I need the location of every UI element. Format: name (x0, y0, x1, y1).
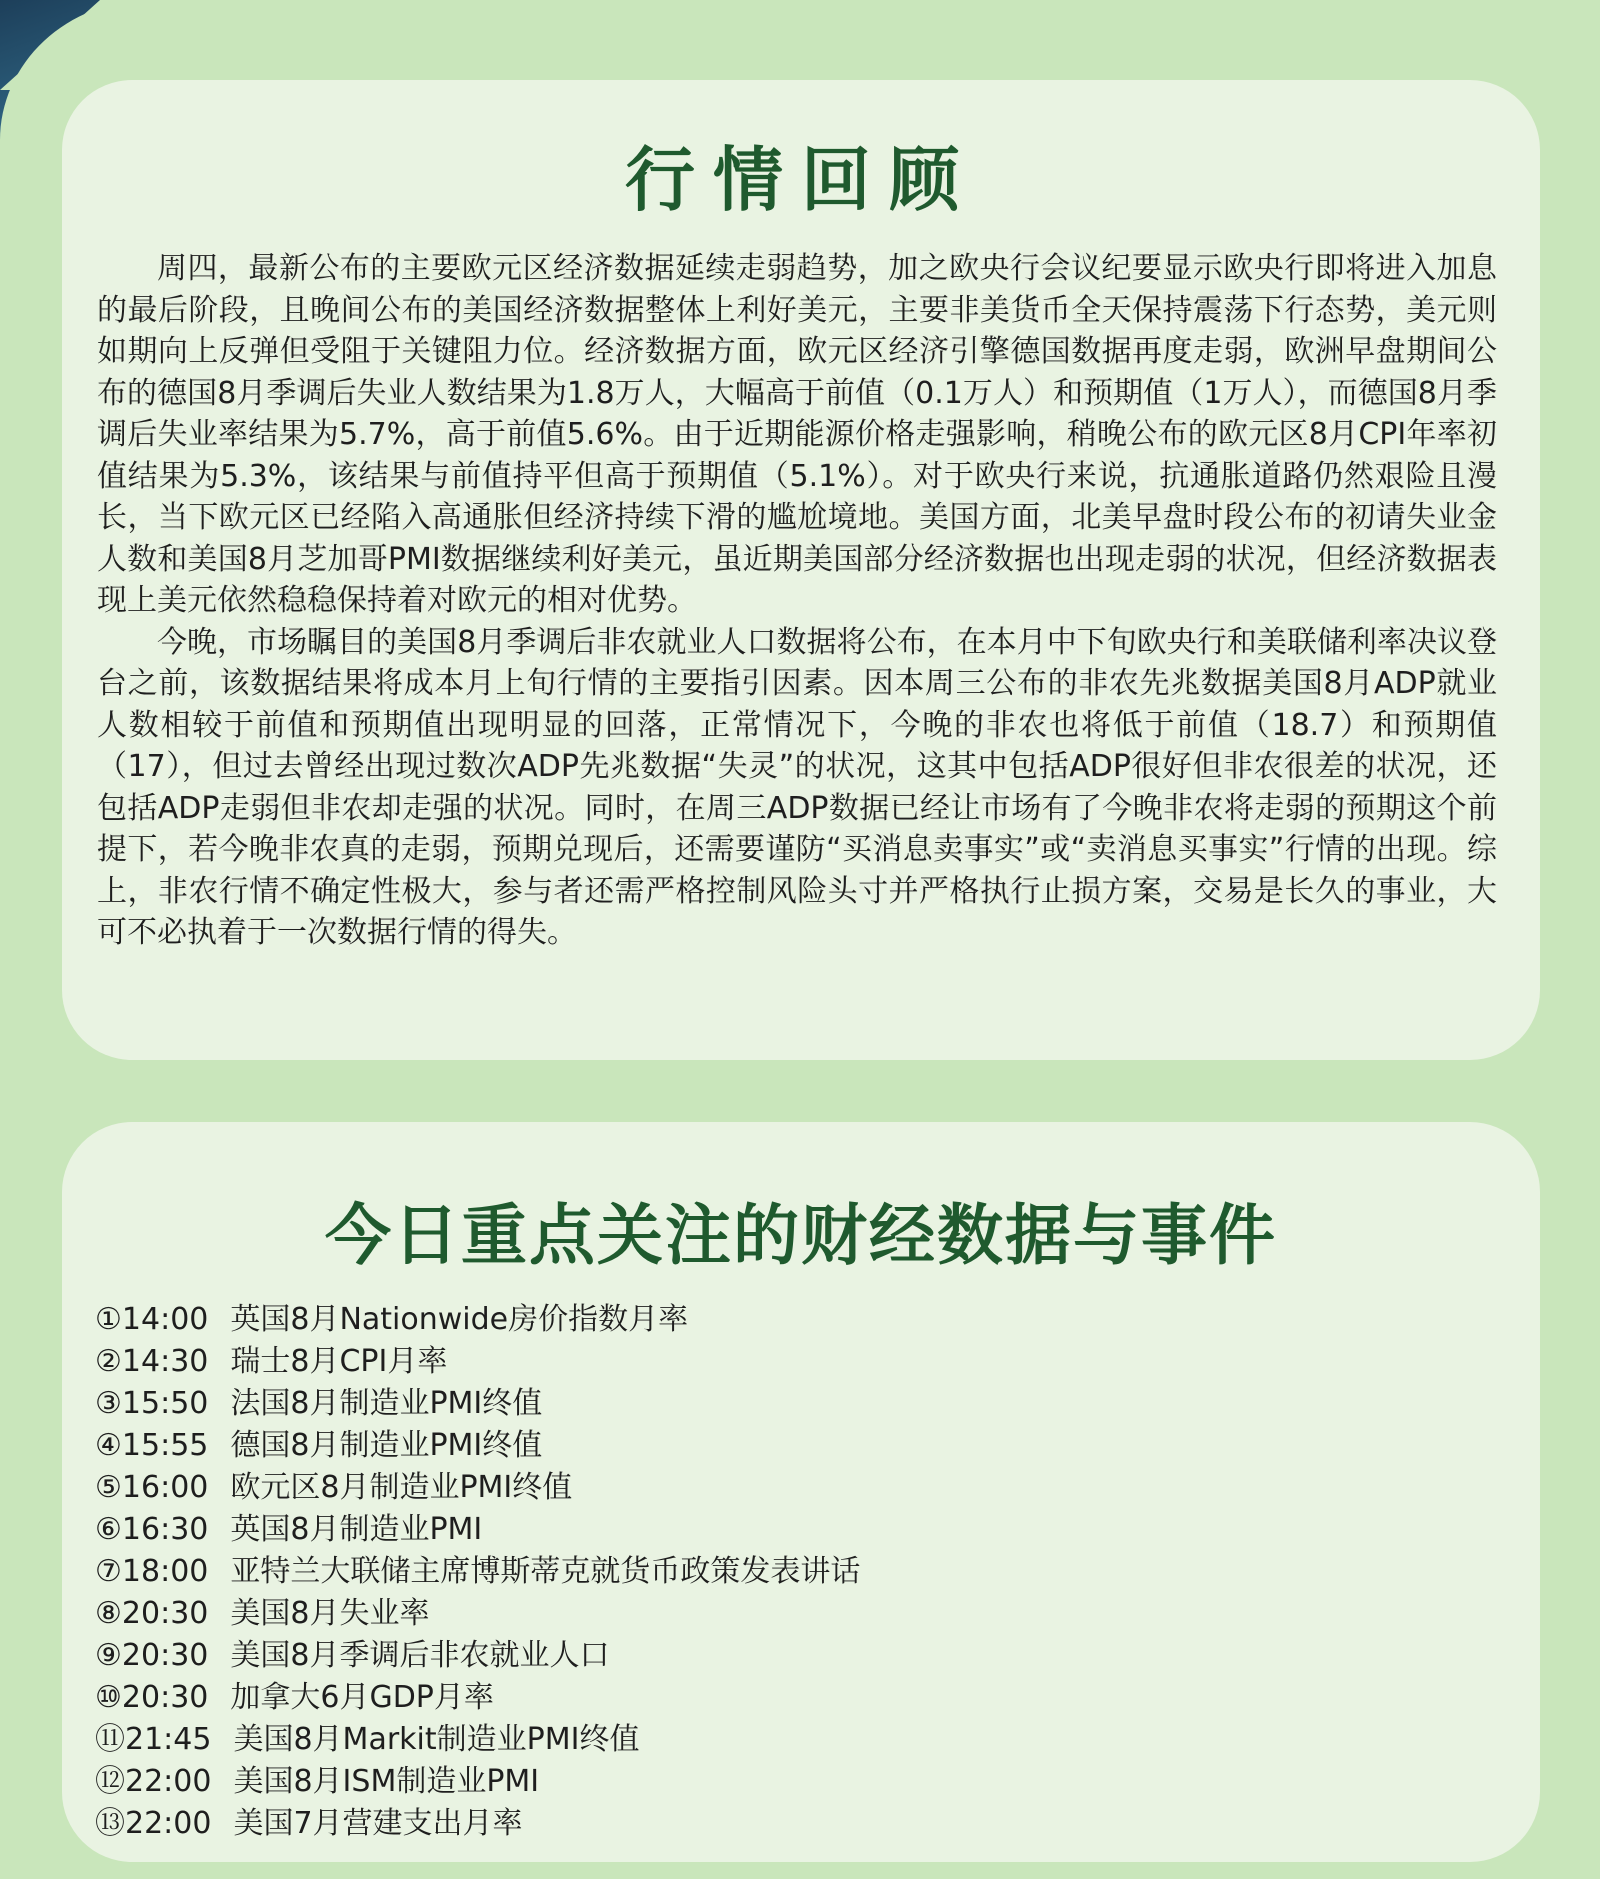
event-time: 20:30 (121, 1596, 209, 1631)
event-text: 加拿大6月GDP月率 (230, 1680, 494, 1715)
event-time: 21:45 (125, 1722, 212, 1757)
event-text: 美国8月失业率 (230, 1596, 430, 1631)
event-item (95, 1425, 860, 1467)
event-text: 德国8月制造业PMI终值 (230, 1428, 543, 1463)
event-number: ⑬ (95, 1806, 125, 1841)
event-number: ④ (95, 1428, 122, 1463)
event-item (95, 1509, 860, 1551)
event-item (95, 1677, 860, 1719)
event-item (95, 1299, 860, 1341)
event-item (95, 1341, 860, 1383)
event-time: 20:30 (121, 1638, 209, 1673)
key-events-panel (62, 1122, 1540, 1862)
event-item (95, 1803, 860, 1845)
event-item (95, 1383, 860, 1425)
event-time: 14:30 (121, 1344, 209, 1379)
event-number: ⑦ (95, 1554, 122, 1589)
event-time: 16:00 (121, 1470, 209, 1505)
market-review-body (97, 248, 1497, 954)
event-number: ⑤ (95, 1470, 122, 1505)
event-time: 22:00 (125, 1764, 212, 1799)
event-text: 美国8月季调后非农就业人口 (230, 1638, 610, 1673)
event-list (95, 1299, 860, 1845)
event-text: 欧元区8月制造业PMI终值 (230, 1470, 573, 1505)
event-text: 英国8月制造业PMI (230, 1512, 483, 1547)
event-time: 20:30 (121, 1680, 209, 1715)
event-text: 美国8月Markit制造业PMI终值 (233, 1722, 640, 1757)
event-number: ⑥ (95, 1512, 122, 1547)
event-time: 15:55 (121, 1428, 209, 1463)
event-item (95, 1761, 860, 1803)
event-time: 16:30 (121, 1512, 209, 1547)
event-number: ⑩ (95, 1680, 122, 1715)
event-number: ② (95, 1344, 122, 1379)
event-text: 法国8月制造业PMI终值 (230, 1386, 543, 1421)
market-review-panel (62, 80, 1540, 1060)
event-text: 美国7月营建支出月率 (233, 1806, 523, 1841)
event-item (95, 1467, 860, 1509)
review-paragraph: 周四，最新公布的主要欧元区经济数据延续走弱趋势，加之欧央行会议纪要显示欧央行即将进入加息的最后阶段，且晚间公布的美国经济数据整体上利好美元，主要非美货币全天保持震荡下行态势，美元则如期向上反弹但受阻于关键阻力位。经济数据方面，欧元区经济引擎德国数据再度走弱，欧洲早盘期间公布的德国8月季调后失业人数结果为1.8万人，大幅高于前值（0.1万人）和预期值（1万人），而德国8月季调后失业率结果为5.7%，高于前值5.6%。由于近期能源价格走强影响，稍晚公布的欧元区8月CPI年率初值结果为5.3%，该结果与前值持平但高于预期值（5.1%）。对于欧央行来说，抗通胀道路仍然艰险且漫长，当下欧元区已经陷入高通胀但经济持续下滑的尴尬境地。美国方面，北美早盘时段公布的初请失业金人数和美国8月芝加哥PMI数据继续利好美元，虽近期美国部分经济数据也出现走弱的状况，但经济数据表现上美元依然稳稳保持着对欧元的相对优势。 (97, 251, 1497, 618)
event-number: ① (95, 1302, 122, 1337)
event-text: 亚特兰大联储主席博斯蒂克就货币政策发表讲话 (230, 1554, 861, 1589)
event-number: ③ (95, 1386, 122, 1421)
event-time: 14:00 (121, 1302, 209, 1337)
event-text: 英国8月Nationwide房价指数月率 (230, 1302, 689, 1337)
background-tail (0, 0, 940, 90)
event-time: 15:50 (121, 1386, 209, 1421)
event-item (95, 1593, 860, 1635)
event-number: ⑫ (95, 1764, 125, 1799)
event-item (95, 1551, 860, 1593)
event-time: 22:00 (125, 1806, 212, 1841)
event-number: ⑪ (95, 1722, 125, 1757)
event-time: 18:00 (121, 1554, 209, 1589)
event-number: ⑧ (95, 1596, 122, 1631)
event-item (95, 1719, 860, 1761)
event-number: ⑨ (95, 1638, 122, 1673)
market-review-title: 行情回顾 (625, 139, 977, 221)
review-paragraph: 今晚，市场瞩目的美国8月季调后非农就业人口数据将公布，在本月中下旬欧央行和美联储利率决议登台之前，该数据结果将成本月上旬行情的主要指引因素。因本周三公布的非农先兆数据美国8月ADP就业人数相较于前值和预期值出现明显的回落，正常情况下，今晚的非农也将低于前值（18.7）和预期值（17），但过去曾经出现过数次ADP先兆数据“失灵”的状况，这其中包括ADP很好但非农很差的状况，还包括ADP走弱但非农却走强的状况。同时，在周三ADP数据已经让市场有了今晚非农将走弱的预期这个前提下，若今晚非农真的走弱，预期兑现后，还需要谨防“买消息卖事实”或“卖消息买事实”行情的出现。综上，非农行情不确定性极大，参与者还需严格控制风险头寸并严格执行止损方案，交易是长久的事业，大可不必执着于一次数据行情的得失。 (97, 624, 1497, 950)
event-item (95, 1635, 860, 1677)
key-events-title: 今日重点关注的财经数据与事件 (325, 1197, 1277, 1274)
event-text: 美国8月ISM制造业PMI (233, 1764, 540, 1799)
event-text: 瑞士8月CPI月率 (230, 1344, 448, 1379)
